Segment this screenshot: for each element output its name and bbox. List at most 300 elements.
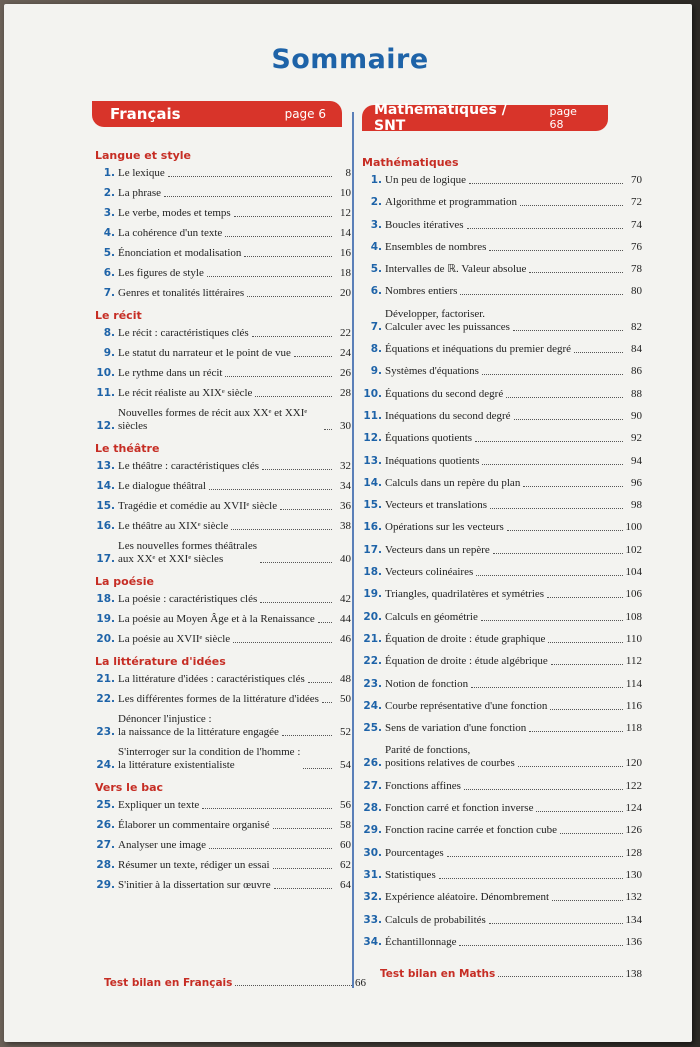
leader-dots (294, 356, 332, 357)
entry-number: 3. (103, 207, 115, 219)
leader-dots (489, 923, 623, 924)
entry-number: 1. (370, 174, 382, 186)
leader-dots (506, 397, 623, 398)
entry-page: 84 (631, 343, 642, 356)
entry-page: 44 (340, 613, 351, 625)
section-heading: Le récit (95, 309, 142, 322)
leader-dots (209, 489, 332, 490)
entry-title: Intervalles de ℝ. Valeur absolue (385, 263, 527, 276)
entry-title: Parité de fonctions, positions relatives de courbes (385, 744, 515, 770)
entry-page: 52 (340, 726, 351, 738)
entry-number: 18. (96, 593, 115, 605)
entry-number: 9. (103, 347, 115, 359)
entry-page: 134 (625, 913, 642, 926)
entry-page: 18 (340, 267, 351, 279)
toc-entry (95, 693, 351, 706)
leader-dots (481, 620, 623, 621)
entry-number: 21. (363, 632, 382, 645)
entry-page: 12 (340, 207, 351, 219)
entry-title: Tragédie et comédie au XVIIᵉ siècle (118, 500, 278, 512)
leader-dots (529, 731, 623, 732)
entry-page: 56 (340, 799, 351, 811)
toc-entry (362, 174, 642, 187)
leader-dots (520, 205, 623, 206)
toc-entry (95, 287, 351, 300)
entry-page: 94 (631, 454, 642, 467)
entry-page: 98 (631, 499, 642, 512)
toc-entry (95, 839, 351, 852)
entry-number: 32. (363, 891, 382, 904)
entry-number: 28. (363, 802, 382, 815)
toc-entry (362, 891, 642, 904)
leader-dots (260, 602, 332, 603)
toc-entry (362, 308, 642, 334)
entry-title: Analyser une image (118, 839, 206, 851)
entry-number: 10. (363, 387, 382, 400)
bilan-page: 66 (355, 977, 366, 989)
bilan-francais (104, 977, 366, 989)
toc-entry (362, 678, 642, 691)
toc-entry (95, 859, 351, 872)
entry-number: 26. (96, 819, 115, 831)
entry-page: 14 (340, 227, 351, 239)
entry-title: Le statut du narrateur et le point de vue (118, 347, 291, 359)
toc-entry (95, 387, 351, 400)
leader-dots (318, 622, 332, 623)
entry-page: 130 (625, 868, 642, 881)
entry-page: 80 (631, 285, 642, 298)
entry-page: 90 (631, 409, 642, 422)
entry-title: Échantillonnage (385, 935, 457, 948)
leader-dots (514, 419, 623, 420)
entry-page: 124 (625, 802, 642, 815)
leader-dots (493, 553, 623, 554)
entry-page: 136 (625, 935, 642, 948)
leader-dots (536, 811, 622, 812)
toc-entry (362, 544, 642, 557)
toc-entry (95, 673, 351, 686)
leader-dots (547, 597, 622, 598)
entry-number: 22. (96, 693, 115, 705)
leader-dots (529, 272, 623, 273)
entry-title: Opérations sur les vecteurs (385, 521, 504, 534)
toc-entry (362, 566, 642, 579)
section-heading: Le théâtre (95, 442, 160, 455)
entry-title: Résumer un texte, rédiger un essai (118, 859, 270, 871)
entry-number: 2. (370, 196, 382, 209)
toc-entry (362, 847, 642, 860)
leader-dots (548, 642, 623, 643)
entry-page: 106 (625, 588, 642, 601)
leader-dots (235, 985, 352, 986)
entry-number: 15. (96, 500, 115, 512)
toc-entry (362, 477, 642, 490)
toc-entry (362, 241, 642, 254)
leader-dots (280, 509, 332, 510)
entry-number: 27. (96, 839, 115, 851)
entry-title: Statistiques (385, 868, 436, 881)
toc-entry (362, 802, 642, 815)
entry-page: 112 (625, 655, 642, 668)
leader-dots (490, 508, 623, 509)
leader-dots (308, 682, 332, 683)
maths-column (362, 150, 642, 958)
toc-entry (95, 819, 351, 832)
leader-dots (164, 196, 332, 197)
entry-number: 25. (363, 722, 382, 735)
entry-title: Triangles, quadrilatères et symétries (385, 588, 545, 601)
leader-dots (471, 687, 623, 688)
leader-dots (244, 256, 332, 257)
entry-number: 33. (363, 913, 382, 926)
entry-page: 32 (340, 460, 351, 472)
entry-number: 13. (96, 460, 115, 472)
entry-page: 28 (340, 387, 351, 399)
toc-entry (95, 267, 351, 280)
leader-dots (322, 702, 332, 703)
entry-title: Le lexique (118, 167, 165, 179)
entry-number: 15. (363, 499, 382, 512)
entry-page: 24 (340, 347, 351, 359)
entry-number: 1. (103, 167, 115, 179)
entry-page: 78 (631, 263, 642, 276)
entry-number: 23. (96, 726, 115, 738)
entry-page: 60 (340, 839, 351, 851)
toc-entry (362, 343, 642, 356)
toc-entry (362, 365, 642, 378)
leader-dots (476, 575, 622, 576)
leader-dots (551, 664, 623, 665)
entry-title: Fonctions affines (385, 779, 461, 792)
toc-entry (362, 499, 642, 512)
leader-dots (234, 216, 332, 217)
entry-page: 100 (625, 521, 642, 534)
entry-title: Les nouvelles formes théâtrales aux XXᵉ et XXIᵉ siècles (118, 540, 257, 565)
toc-entry (95, 879, 351, 892)
toc-entry (362, 588, 642, 601)
entry-number: 26. (363, 757, 382, 770)
toc-entry (95, 167, 351, 180)
toc-entry (95, 480, 351, 493)
leader-dots (459, 945, 622, 946)
entry-page: 122 (625, 779, 642, 792)
entry-number: 8. (370, 343, 382, 356)
entry-title: Équation de droite : étude algébrique (385, 655, 548, 668)
toc-entry (362, 824, 642, 837)
entry-page: 70 (631, 174, 642, 186)
leader-dots (439, 878, 623, 879)
entry-page: 8 (345, 167, 351, 179)
leader-dots (231, 529, 332, 530)
leader-dots (560, 833, 623, 834)
entry-title: La cohérence d'un texte (118, 227, 223, 239)
entry-number: 20. (96, 633, 115, 645)
leader-dots (489, 250, 623, 251)
entry-title: Équation de droite : étude graphique (385, 632, 546, 645)
entry-number: 14. (363, 476, 382, 489)
entry-title: Énonciation et modalisation (118, 247, 242, 259)
entry-title: Élaborer un commentaire organisé (118, 819, 270, 831)
toc-entry (362, 633, 642, 646)
toc-entry (95, 713, 351, 739)
toc-entry (362, 914, 642, 927)
toc-entry (362, 936, 642, 949)
entry-title: Algorithme et programmation (385, 196, 517, 209)
bilan-page: 138 (625, 968, 642, 980)
leader-dots (475, 441, 623, 442)
entry-page: 126 (625, 824, 642, 837)
leader-dots (460, 294, 623, 295)
leader-dots (482, 374, 623, 375)
entry-page: 46 (340, 633, 351, 645)
toc-entry (95, 247, 351, 260)
entry-title: Nouvelles formes de récit aux XXᵉ et XXIᵉ siècles (118, 407, 308, 432)
entry-number: 7. (370, 320, 382, 333)
entry-title: Le récit réaliste au XIXᵉ siècle (118, 387, 253, 399)
entry-title: La poésie au Moyen Âge et à la Renaissance (118, 613, 315, 625)
entry-page: 20 (340, 287, 351, 299)
toc-entry (95, 347, 351, 360)
toc-entry (95, 207, 351, 220)
toc-entry (95, 540, 351, 566)
toc-entry (362, 521, 642, 534)
entry-title: Pourcentages (385, 846, 444, 859)
section-heading: Langue et style (95, 149, 192, 162)
bilan-maths (380, 968, 642, 980)
entry-title: S'interroger sur la condition de l'homme : la littérature existentialiste (118, 746, 301, 771)
entry-title: Équations du second degré (385, 387, 504, 400)
entry-title: Calculs en géométrie (385, 610, 478, 623)
entry-page: 34 (340, 480, 351, 492)
entry-number: 13. (363, 454, 382, 467)
toc-entry (362, 410, 642, 423)
entry-title: Équations quotients (385, 432, 473, 445)
leader-dots (225, 236, 332, 237)
francais-banner (92, 101, 342, 127)
entry-title: Développer, factoriser. Calculer avec les puissances (385, 307, 510, 333)
toc-entry (95, 746, 351, 772)
bilan-label: Test bilan en Maths (380, 968, 496, 980)
entry-page: 128 (625, 846, 642, 859)
toc-entry (95, 500, 351, 513)
leader-dots (574, 352, 623, 353)
entry-title: Dénoncer l'injustice : la naissance de la littérature engagée (118, 713, 279, 738)
entry-number: 19. (96, 613, 115, 625)
toc-entry (95, 327, 351, 340)
entry-page: 104 (625, 566, 642, 579)
leader-dots (168, 176, 332, 177)
entry-page: 76 (631, 240, 642, 253)
toc-entry (362, 700, 642, 713)
entry-page: 50 (340, 693, 351, 705)
entry-page: 48 (340, 673, 351, 685)
entry-number: 12. (96, 420, 115, 432)
entry-title: Genres et tonalités littéraires (118, 287, 245, 299)
leader-dots (324, 429, 332, 430)
leader-dots (273, 828, 332, 829)
entry-number: 8. (103, 327, 115, 339)
leader-dots (507, 530, 623, 531)
entry-title: La littérature d'idées : caractéristiques clés (118, 673, 305, 685)
entry-page: 54 (340, 759, 351, 771)
entry-page: 116 (625, 699, 642, 712)
entry-title: La poésie : caractéristiques clés (118, 593, 258, 605)
entry-title: Boucles itératives (385, 218, 464, 231)
entry-title: Vecteurs dans un repère (385, 543, 490, 556)
entry-number: 18. (363, 566, 382, 579)
entry-title: Inéquations quotients (385, 454, 480, 467)
toc-entry (362, 196, 642, 209)
toc-entry (362, 611, 642, 624)
toc-entry (362, 219, 642, 232)
entry-number: 29. (363, 824, 382, 837)
toc-entry (95, 460, 351, 473)
entry-number: 31. (363, 868, 382, 881)
leader-dots (273, 868, 332, 869)
entry-page: 82 (631, 320, 642, 333)
entry-title: Le rythme dans un récit (118, 367, 223, 379)
section-heading: La littérature d'idées (95, 655, 226, 668)
leader-dots (233, 642, 332, 643)
entry-page: 58 (340, 819, 351, 831)
entry-page: 88 (631, 387, 642, 400)
bilan-label: Test bilan en Français (104, 977, 233, 989)
toc-entry (362, 285, 642, 298)
entry-title: Le théâtre au XIXᵉ siècle (118, 520, 229, 532)
entry-title: Systèmes d'équations (385, 365, 479, 378)
toc-entry (362, 655, 642, 668)
entry-page: 16 (340, 247, 351, 259)
entry-page: 108 (625, 610, 642, 623)
leader-dots (513, 330, 623, 331)
entry-page: 92 (631, 432, 642, 445)
entry-page: 110 (625, 632, 642, 645)
entry-page: 102 (625, 543, 642, 556)
entry-number: 4. (103, 227, 115, 239)
entry-title: Fonction racine carrée et fonction cube (385, 824, 557, 837)
entry-number: 5. (103, 247, 115, 259)
entry-title: Expliquer un texte (118, 799, 200, 811)
francais-column (95, 143, 351, 899)
leader-dots (207, 276, 332, 277)
leader-dots (523, 486, 623, 487)
entry-number: 14. (96, 480, 115, 492)
section-heading: Mathématiques (362, 156, 459, 169)
leader-dots (260, 562, 332, 563)
entry-number: 22. (363, 655, 382, 668)
entry-title: Courbe représentative d'une fonction (385, 699, 548, 712)
entry-number: 27. (363, 779, 382, 792)
entry-page: 86 (631, 365, 642, 378)
toc-entry (362, 780, 642, 793)
toc-entry (95, 520, 351, 533)
entry-number: 17. (96, 553, 115, 565)
entry-number: 11. (363, 409, 382, 422)
entry-page: 38 (340, 520, 351, 532)
toc-entry (95, 187, 351, 200)
leader-dots (447, 856, 623, 857)
maths-label: Mathématiques / SNT (374, 102, 507, 134)
toc-entry (362, 744, 642, 770)
leader-dots (252, 336, 332, 337)
leader-dots (209, 848, 332, 849)
toc-entry (362, 722, 642, 735)
entry-title: Les différentes formes de la littérature d'idées (118, 693, 319, 705)
entry-title: Notion de fonction (385, 677, 469, 690)
leader-dots (303, 768, 332, 769)
entry-page: 10 (340, 187, 351, 199)
entry-number: 24. (96, 759, 115, 771)
entry-title: Le dialogue théâtral (118, 480, 206, 492)
toc-entry (95, 227, 351, 240)
leader-dots (518, 766, 623, 767)
toc-entry (362, 388, 642, 401)
entry-title: S'initier à la dissertation sur œuvre (118, 879, 271, 891)
entry-page: 114 (625, 677, 642, 690)
leader-dots (469, 183, 623, 184)
entry-page: 36 (340, 500, 351, 512)
entry-number: 5. (370, 263, 382, 276)
entry-page: 118 (625, 722, 642, 735)
entry-number: 24. (363, 699, 382, 712)
leader-dots (262, 469, 332, 470)
entry-number: 20. (363, 610, 382, 623)
entry-number: 16. (363, 521, 382, 534)
entry-page: 42 (340, 593, 351, 605)
entry-page: 62 (340, 859, 351, 871)
entry-number: 3. (370, 218, 382, 231)
entry-number: 7. (103, 287, 115, 299)
leader-dots (467, 228, 623, 229)
entry-number: 11. (96, 387, 115, 399)
leader-dots (282, 735, 332, 736)
entry-page: 22 (340, 327, 351, 339)
entry-page: 132 (625, 891, 642, 904)
entry-number: 16. (96, 520, 115, 532)
leader-dots (225, 376, 332, 377)
entry-number: 28. (96, 859, 115, 871)
entry-number: 6. (370, 285, 382, 298)
leader-dots (464, 789, 623, 790)
entry-number: 23. (363, 677, 382, 690)
maths-page: page 68 (549, 105, 577, 131)
entry-title: Ensembles de nombres (385, 240, 487, 253)
entry-title: Le récit : caractéristiques clés (118, 327, 249, 339)
entry-number: 4. (370, 240, 382, 253)
toc-entry (95, 593, 351, 606)
entry-number: 21. (96, 673, 115, 685)
entry-title: Vecteurs colinéaires (385, 566, 474, 579)
francais-page: page 6 (284, 107, 326, 121)
toc-entry (362, 455, 642, 468)
entry-page: 26 (340, 367, 351, 379)
entry-title: Un peu de logique (385, 174, 466, 186)
entry-title: La phrase (118, 187, 162, 199)
entry-title: Les figures de style (118, 267, 204, 279)
entry-title: Équations et inéquations du premier degré (385, 343, 572, 356)
entry-title: Calculs dans un repère du plan (385, 476, 521, 489)
section-heading: Vers le bac (95, 781, 164, 794)
leader-dots (202, 808, 332, 809)
entry-title: Expérience aléatoire. Dénombrement (385, 891, 550, 904)
entry-page: 72 (631, 196, 642, 209)
leader-dots (550, 709, 623, 710)
entry-title: Le théâtre : caractéristiques clés (118, 460, 260, 472)
entry-title: Le verbe, modes et temps (118, 207, 231, 219)
entry-page: 64 (340, 879, 351, 891)
entry-number: 12. (363, 432, 382, 445)
entry-title: Sens de variation d'une fonction (385, 722, 527, 735)
